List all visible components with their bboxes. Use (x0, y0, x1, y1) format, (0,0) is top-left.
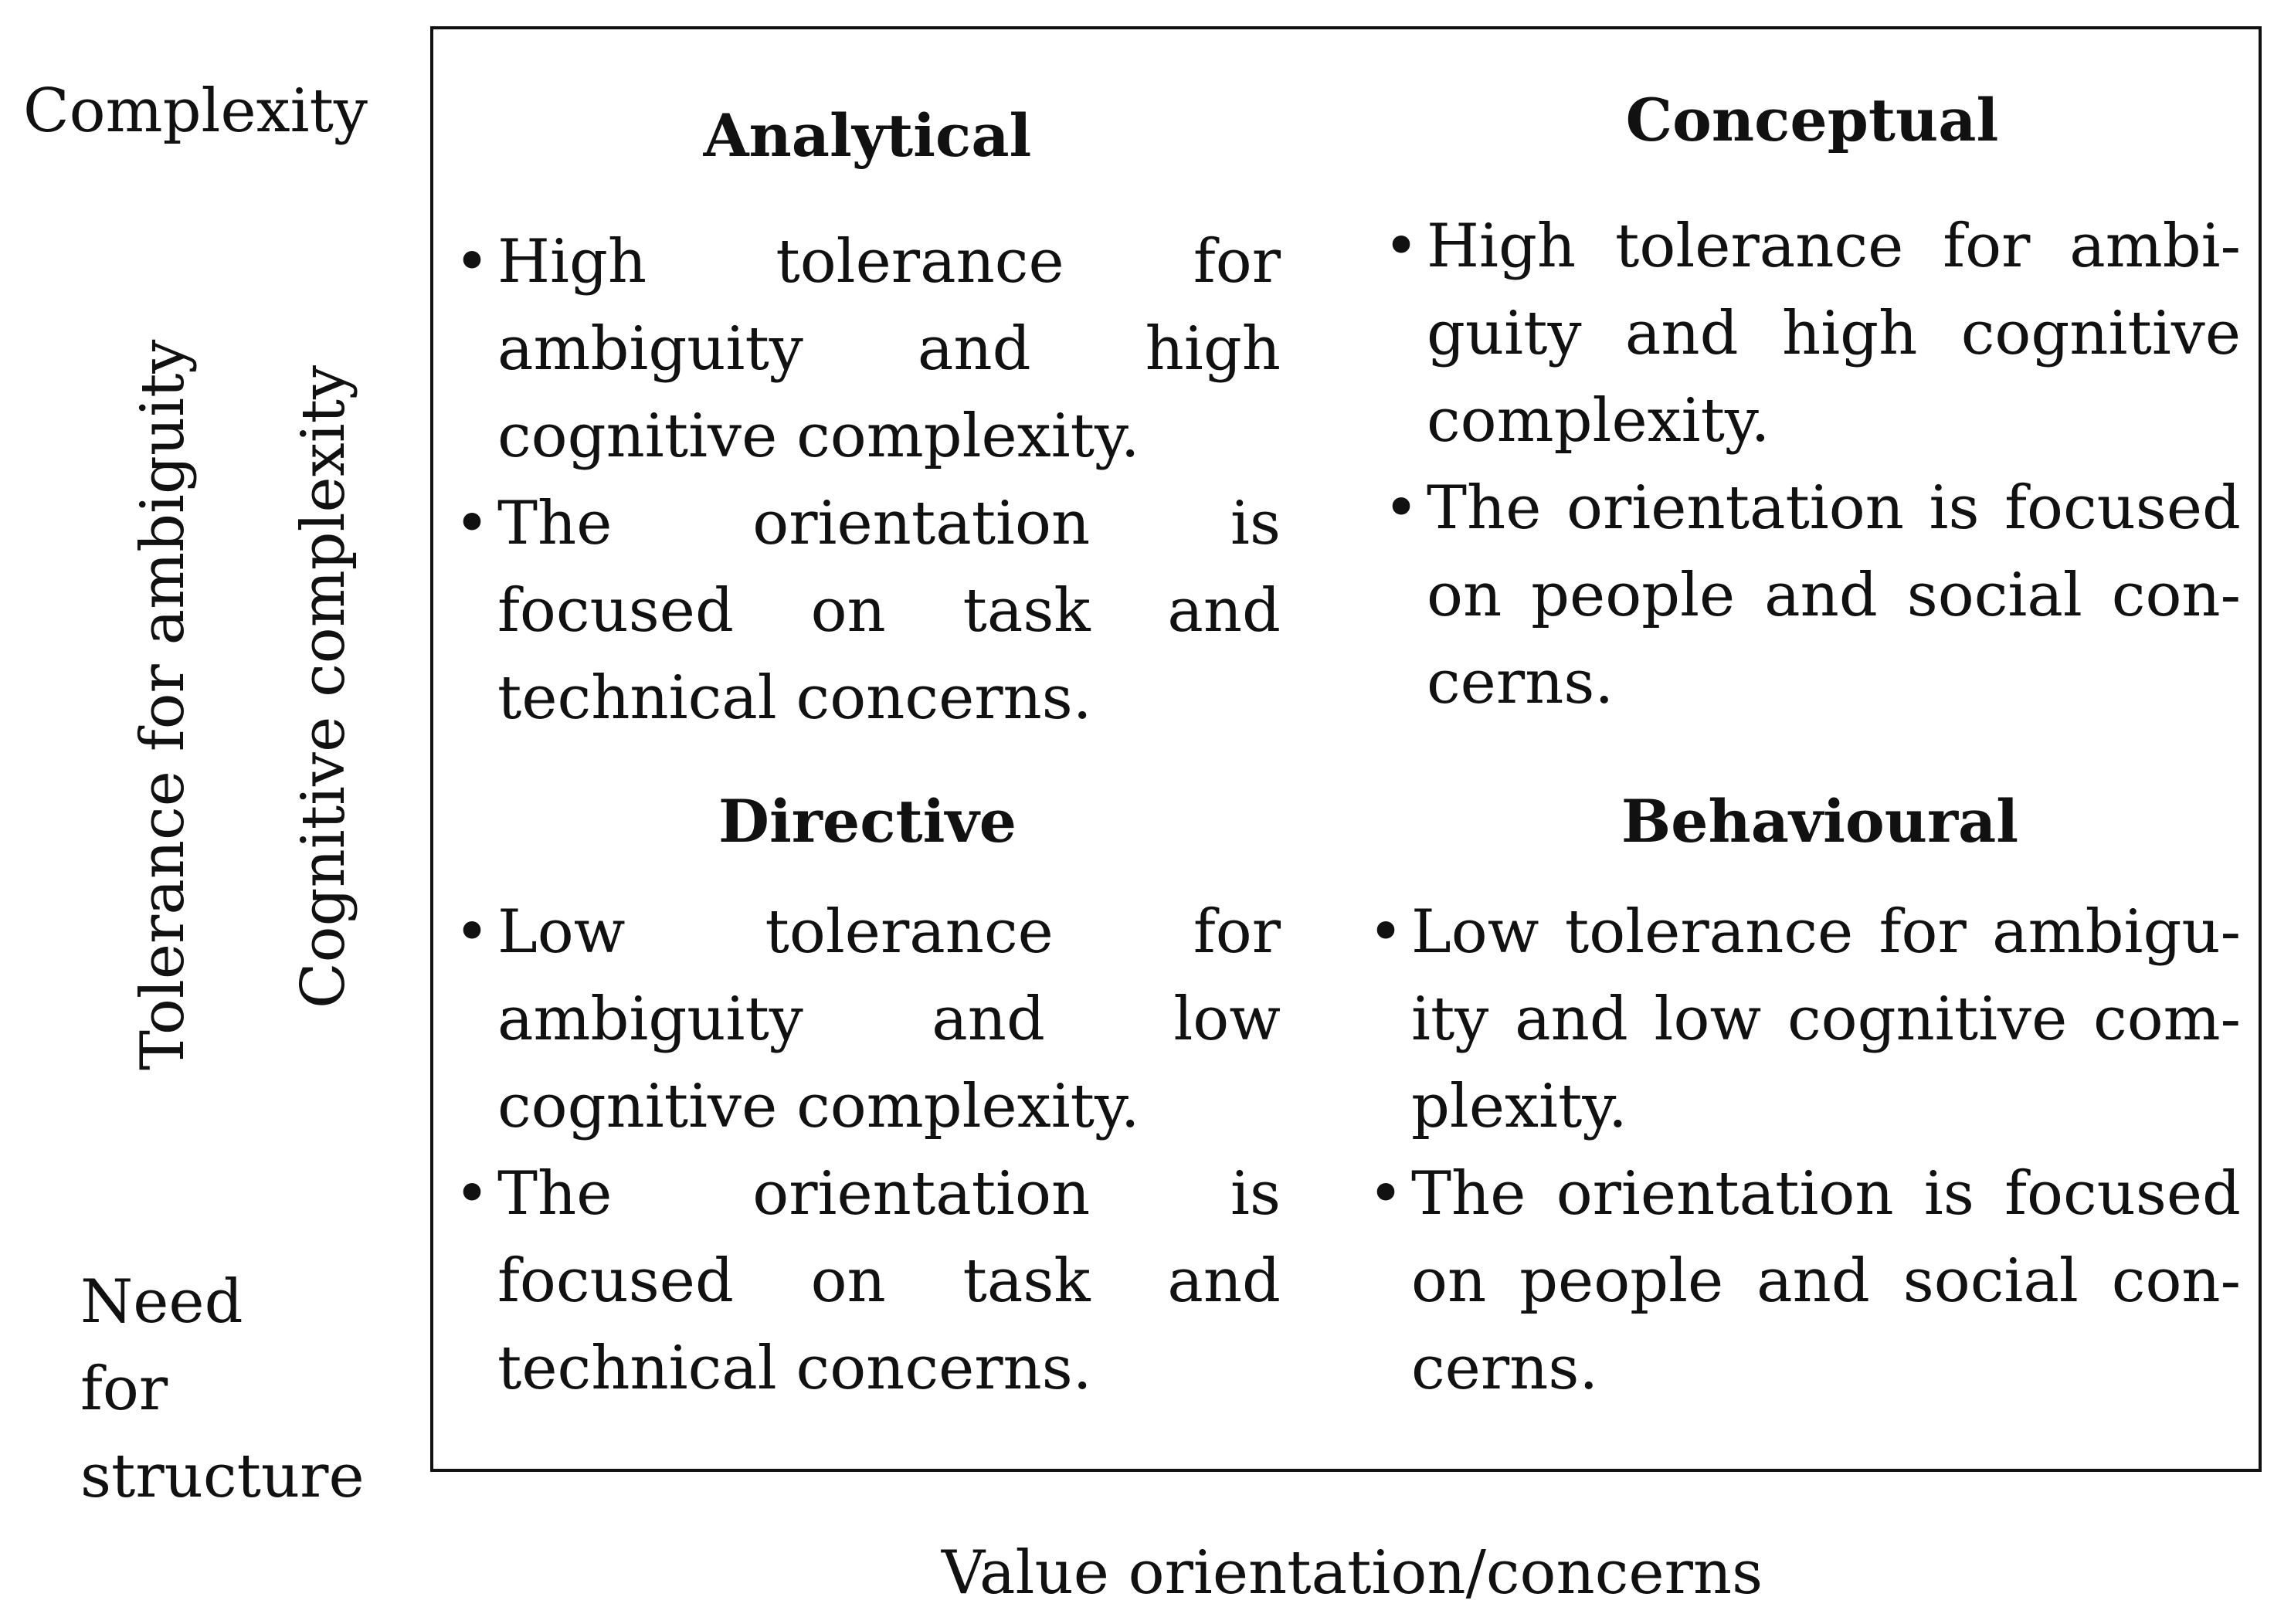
bullet-icon: • (454, 1159, 490, 1229)
quadrant-title-analytical: Analytical (703, 101, 1032, 170)
quadrant-frame (430, 26, 2262, 1472)
quadrant-title-directive: Directive (718, 787, 1017, 856)
bullet-text: Low tolerance for ambiguity and low cognitive complexity. (1411, 897, 2241, 1142)
list-item (454, 889, 1281, 1151)
quadrant-title-conceptual: Conceptual (1625, 86, 1999, 154)
list-item (1368, 1151, 2241, 1412)
list-item (1383, 465, 2241, 727)
bullet-text: High tolerance for ambiguity and high cognitive complexity. (497, 227, 1281, 472)
bullet-icon: • (1368, 897, 1404, 968)
bullet-list-analytical (454, 219, 1281, 742)
quadrant-behavioural (1368, 786, 2241, 1412)
y-axis-top-label: Complexity (23, 76, 368, 146)
quadrant-conceptual (1383, 85, 2241, 727)
x-axis-label: Value orientation/concerns (941, 1538, 1763, 1608)
bullet-list-conceptual (1383, 203, 2241, 727)
bullet-icon: • (454, 489, 490, 559)
y-axis-label-cognitive: Cognitive complexity (289, 364, 358, 1009)
y-axis-bottom-label-line2: structure (80, 1442, 365, 1512)
y-axis-label-tolerance: Tolerance for ambiguity (128, 339, 198, 1070)
bullet-text: The orientation is focused on task and technical concerns. (497, 1159, 1281, 1404)
list-item (454, 219, 1281, 480)
bullet-text: Low tolerance for ambiguity and low cognitive complexity. (497, 897, 1281, 1142)
list-item (1383, 203, 2241, 465)
list-item (454, 480, 1281, 742)
bullet-icon: • (454, 897, 490, 968)
bullet-icon: • (1383, 473, 1420, 544)
bullet-list-behavioural (1368, 889, 2241, 1412)
bullet-icon: • (1383, 212, 1420, 282)
y-axis-bottom-label-line1: Need for (80, 1267, 243, 1425)
quadrant-title-behavioural: Behavioural (1621, 787, 2019, 856)
y-axis-bottom-label (80, 1259, 365, 1521)
bullet-text: The orientation is focused on task and technical concerns. (497, 489, 1281, 734)
bullet-text: High tolerance for ambiguity and high cognitive complexity. (1427, 212, 2241, 456)
bullet-icon: • (454, 227, 490, 297)
bullet-list-directive (454, 889, 1281, 1412)
bullet-icon: • (1368, 1159, 1404, 1229)
quadrant-directive (454, 786, 1281, 1412)
bullet-text: The orientation is focused on people and social concerns. (1427, 473, 2241, 718)
bullet-text: The orientation is focused on people and social concerns. (1411, 1159, 2241, 1404)
list-item (454, 1151, 1281, 1412)
list-item (1368, 889, 2241, 1151)
quadrant-analytical (454, 100, 1281, 742)
